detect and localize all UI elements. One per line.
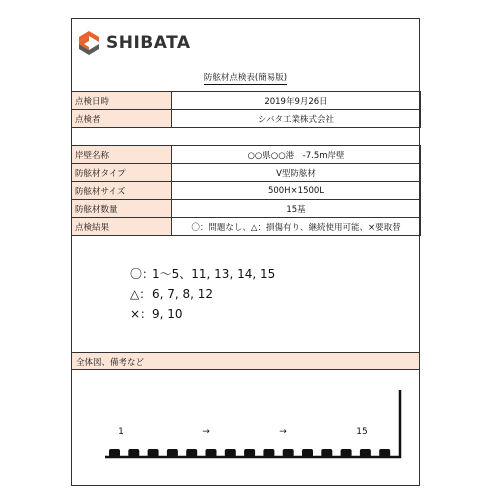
fender-7	[225, 449, 236, 457]
list-item	[130, 284, 275, 304]
fender-2	[128, 449, 139, 457]
fender-1	[109, 449, 120, 457]
fender-size-label: 防舷材サイズ	[72, 182, 172, 200]
table-row	[72, 146, 421, 164]
arrow-right-icon: →	[202, 427, 210, 437]
replace-items: 9, 10	[152, 307, 183, 321]
date-label: 点検日時	[72, 92, 172, 110]
fender-9	[263, 449, 274, 457]
fender-8	[244, 449, 255, 457]
details-table	[71, 145, 421, 236]
fender-15	[379, 449, 390, 457]
arrow-right-icon: →	[279, 427, 287, 437]
end-number-label: 15	[356, 427, 368, 437]
start-number-label: 1	[118, 427, 124, 437]
fender-6	[206, 449, 217, 457]
fender-row	[109, 449, 390, 457]
company-logo	[78, 28, 191, 58]
fender-quantity-value: 15基	[172, 200, 421, 218]
quay-name-value: ○○県○○港 -7.5m岸壁	[172, 146, 421, 164]
quay-name-label: 岸壁名称	[72, 146, 172, 164]
fender-14	[360, 449, 371, 457]
list-item	[130, 304, 275, 324]
table-row	[72, 218, 421, 236]
ok-items: 1〜5、11, 13, 14, 15	[152, 267, 276, 281]
fender-4	[167, 449, 178, 457]
fender-10	[283, 449, 294, 457]
company-name: SHIBATA	[106, 33, 191, 53]
inspection-result-label: 点検結果	[72, 218, 172, 236]
date-value: 2019年9月26日	[172, 92, 421, 110]
table-row	[72, 164, 421, 182]
inspector-label: 点検者	[72, 110, 172, 128]
remarks-header	[72, 352, 419, 370]
table-row	[72, 200, 421, 218]
document-title-text: 防舷材点検表(簡易版)	[203, 73, 288, 83]
list-item	[130, 264, 275, 284]
quay-wall-outline	[105, 390, 400, 457]
remarks-label: 全体図、備考など	[76, 358, 145, 368]
damaged-symbol: △：	[130, 287, 152, 301]
fender-type-value: V型防舷材	[172, 164, 421, 182]
table-row	[72, 110, 421, 128]
fender-size-value: 500H×1500L	[172, 182, 421, 200]
inspection-result-legend: 〇：問題なし、△：損傷有り、継続使用可能、×要取替	[172, 218, 421, 236]
inspection-table	[71, 91, 421, 128]
damaged-items: 6, 7, 8, 12	[152, 287, 214, 301]
fender-12	[321, 449, 332, 457]
results-list	[130, 264, 275, 324]
fender-3	[148, 449, 159, 457]
table-row	[72, 92, 421, 110]
fender-quantity-label: 防舷材数量	[72, 200, 172, 218]
fender-5	[186, 449, 197, 457]
document-title	[72, 71, 419, 83]
quay-diagram	[72, 370, 421, 487]
inspection-sheet	[71, 18, 420, 486]
fender-type-label: 防舷材タイプ	[72, 164, 172, 182]
fender-13	[341, 449, 352, 457]
fender-11	[302, 449, 313, 457]
replace-symbol: ×：	[130, 307, 153, 321]
shibata-logo-icon	[78, 30, 100, 56]
ok-symbol: 〇：	[130, 267, 155, 281]
table-row	[72, 182, 421, 200]
inspector-value: シバタ工業株式会社	[172, 110, 421, 128]
